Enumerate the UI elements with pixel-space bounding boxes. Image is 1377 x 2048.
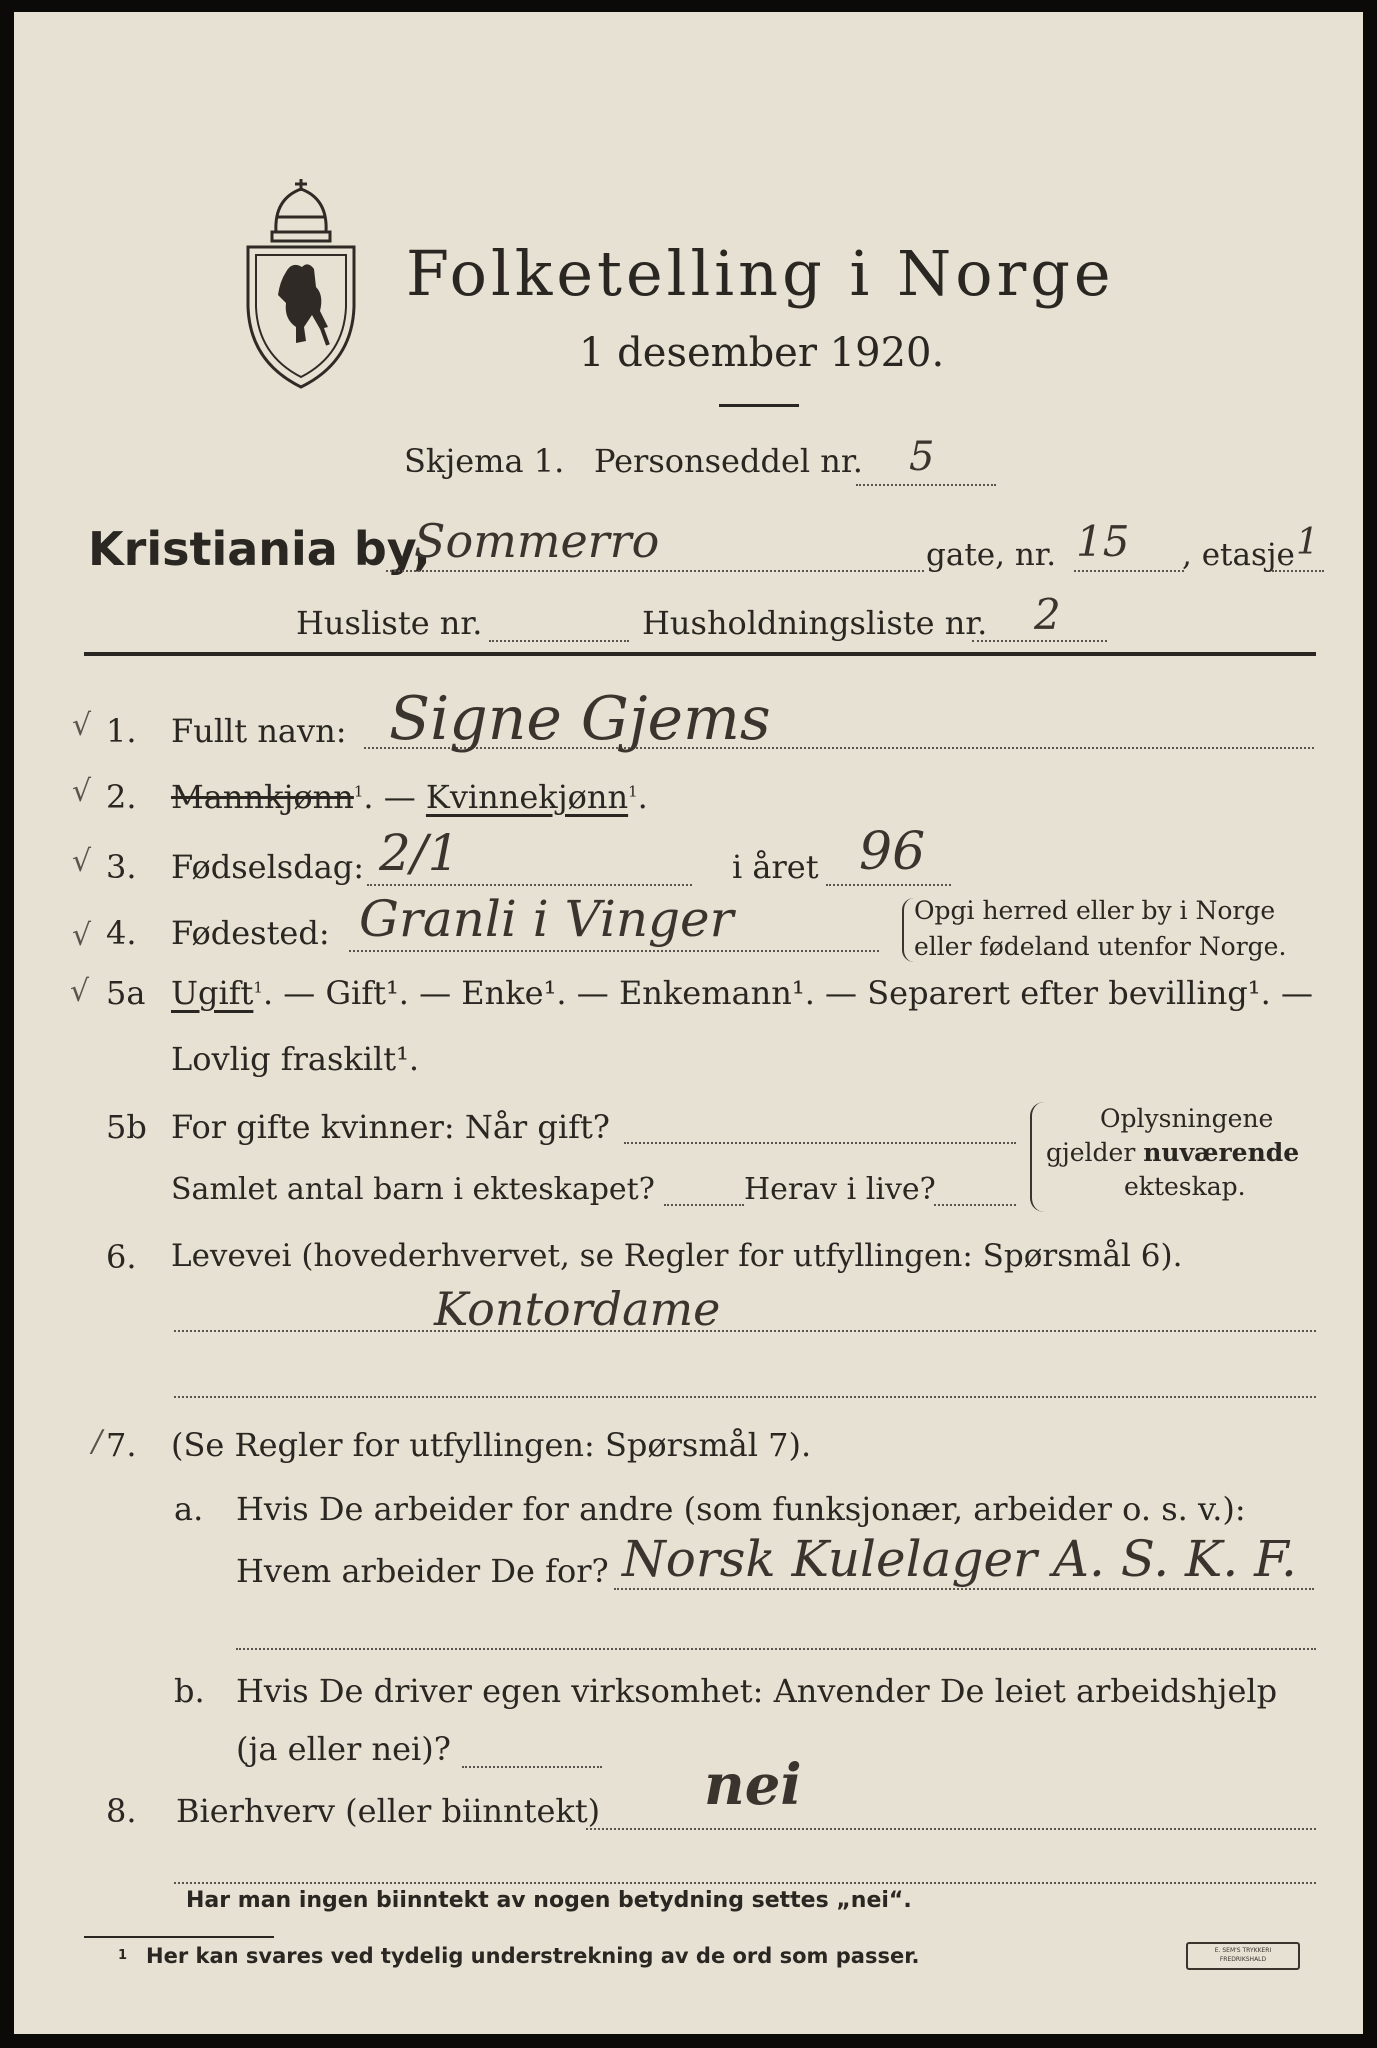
marriage-note-line1: Oplysningene	[1100, 1104, 1274, 1133]
city-label: Kristiania by,	[88, 522, 431, 576]
q6-number: 6.	[106, 1238, 137, 1276]
personseddel-label: Personseddel nr.	[594, 442, 863, 480]
husholdning-field[interactable]	[972, 640, 1107, 642]
personseddel-value: 5	[909, 434, 935, 480]
street-field[interactable]	[386, 570, 924, 572]
marital-ugift-option[interactable]: Ugift	[171, 974, 254, 1012]
house-number-field[interactable]	[1074, 570, 1184, 572]
occupation-field-line1[interactable]	[174, 1330, 1316, 1332]
married-when-label: For gifte kvinner: Når gift?	[171, 1108, 610, 1146]
skjema-label: Skjema 1.	[404, 442, 565, 480]
header-rule	[84, 652, 1316, 656]
census-date: 1 desember 1920.	[579, 330, 945, 376]
marriage-note-line2: gjelder nuværende	[1046, 1138, 1300, 1167]
employer-field[interactable]	[614, 1588, 1314, 1590]
husholdning-value: 2	[1034, 590, 1061, 639]
q5a-number: 5a	[106, 974, 146, 1012]
q8-number: 8.	[106, 1792, 137, 1830]
q7b-text: Hvis De driver egen virksomhet: Anvender De leiet arbeidshjelp	[236, 1672, 1278, 1710]
check-mark-q2: √	[72, 774, 92, 809]
side-income-label: Bierhverv (eller biinntekt)	[176, 1792, 601, 1830]
floor-field[interactable]	[1272, 570, 1324, 572]
children-alive-label: Herav i live?	[744, 1172, 936, 1207]
check-mark-q7: /	[92, 1424, 103, 1459]
full-name-value: Signe Gjems	[389, 684, 771, 754]
side-income-note: Har man ingen biinntekt av nogen betydning settes „nei“.	[186, 1888, 912, 1913]
printer-mark: E. SEM'S TRYKKERI FREDRIKSHALD	[1186, 1942, 1300, 1970]
personseddel-field[interactable]	[856, 484, 996, 486]
title-divider	[719, 404, 799, 407]
husliste-field[interactable]	[489, 640, 629, 642]
side-income-field[interactable]	[586, 1828, 1316, 1830]
footnote-text: Her kan svares ved tydelig understrekning av de ord som passer.	[146, 1944, 920, 1968]
birthplace-note-line2: eller fødeland utenfor Norge.	[914, 932, 1287, 961]
birth-year-value: 96	[859, 822, 926, 882]
children-alive-field[interactable]	[934, 1204, 1016, 1206]
q4-number: 4.	[106, 914, 137, 952]
q7a-text: Hvis De arbeider for andre (som funksjonær, arbeider o. s. v.):	[236, 1490, 1246, 1528]
birthdate-label: Fødselsdag:	[171, 848, 365, 886]
hired-help-field[interactable]	[462, 1766, 602, 1768]
birth-year-label: i året	[732, 848, 819, 886]
children-count-field[interactable]	[664, 1204, 744, 1206]
occupation-field-line2[interactable]	[174, 1396, 1316, 1398]
birthplace-note-line1: Opgi herred eller by i Norge	[914, 896, 1276, 925]
q3-number: 3.	[106, 848, 137, 886]
house-number-value: 15	[1076, 517, 1130, 566]
employer-value: Norsk Kulelager A. S. K. F.	[622, 1530, 1297, 1588]
footnote-number: 1	[118, 1948, 128, 1963]
check-mark-q1: √	[72, 708, 92, 743]
street-value: Sommerro	[414, 514, 660, 568]
etasje-label: , etasje	[1182, 537, 1295, 573]
check-mark-q3: √	[72, 844, 92, 879]
birthdate-value: 2/1	[379, 824, 460, 882]
q2-number: 2.	[106, 778, 137, 816]
married-when-field[interactable]	[624, 1142, 1016, 1144]
gate-label: gate, nr.	[926, 537, 1057, 573]
hired-help-label: (ja eller nei)?	[236, 1730, 451, 1768]
q7b-letter: b.	[174, 1672, 205, 1710]
marriage-note-bracket	[1030, 1102, 1044, 1212]
check-mark-q4: √	[72, 918, 92, 953]
q5b-number: 5b	[106, 1108, 147, 1146]
occupation-label: Levevei (hovederhvervet, se Regler for utfyllingen: Spørsmål 6).	[171, 1238, 1183, 1274]
husliste-label: Husliste nr.	[296, 604, 483, 642]
floor-value: 1	[1296, 522, 1319, 563]
check-mark-q5a: √	[70, 974, 90, 1009]
occupation-value: Kontordame	[434, 1282, 721, 1336]
employer-field-line2[interactable]	[236, 1648, 1316, 1650]
full-name-label: Fullt navn:	[171, 712, 347, 750]
q1-number: 1.	[106, 712, 137, 750]
gender-male-option[interactable]: Mannkjønn	[171, 778, 354, 816]
form-title: Folketelling i Norge	[406, 237, 1115, 310]
q7-number: 7.	[106, 1426, 137, 1464]
birthplace-note-bracket	[902, 898, 914, 962]
coat-of-arms-icon	[236, 177, 366, 392]
side-income-value: nei	[704, 1752, 802, 1818]
birth-year-field[interactable]	[826, 884, 951, 886]
husholdning-label: Husholdningsliste nr.	[642, 604, 988, 642]
children-count-label: Samlet antal barn i ekteskapet?	[171, 1172, 655, 1207]
marital-status-options: Ugift$^1$. — Gift¹. — Enke¹. — Enkemann¹. — Separert efter bevilling¹. —	[171, 974, 1313, 1012]
q7a-letter: a.	[174, 1490, 204, 1528]
birthplace-label: Fødested:	[171, 914, 330, 952]
q7-label: (Se Regler for utfyllingen: Spørsmål 7).	[171, 1426, 812, 1464]
birthdate-field[interactable]	[367, 884, 692, 886]
census-form	[14, 12, 1363, 2034]
marriage-note-line3: ekteskap.	[1124, 1172, 1246, 1201]
birthplace-value: Granli i Vinger	[359, 890, 734, 948]
footnote-rule	[84, 1936, 274, 1938]
birthplace-field[interactable]	[349, 950, 879, 952]
gender-female-option[interactable]: Kvinnekjønn	[425, 778, 629, 816]
side-income-field-line2[interactable]	[174, 1882, 1316, 1884]
marital-status-line2: Lovlig fraskilt¹.	[171, 1040, 420, 1078]
employer-label: Hvem arbeider De for?	[236, 1552, 609, 1590]
gender-options: Mannkjønn$^1$. — Kvinnekjønn$^1$.	[171, 778, 648, 816]
